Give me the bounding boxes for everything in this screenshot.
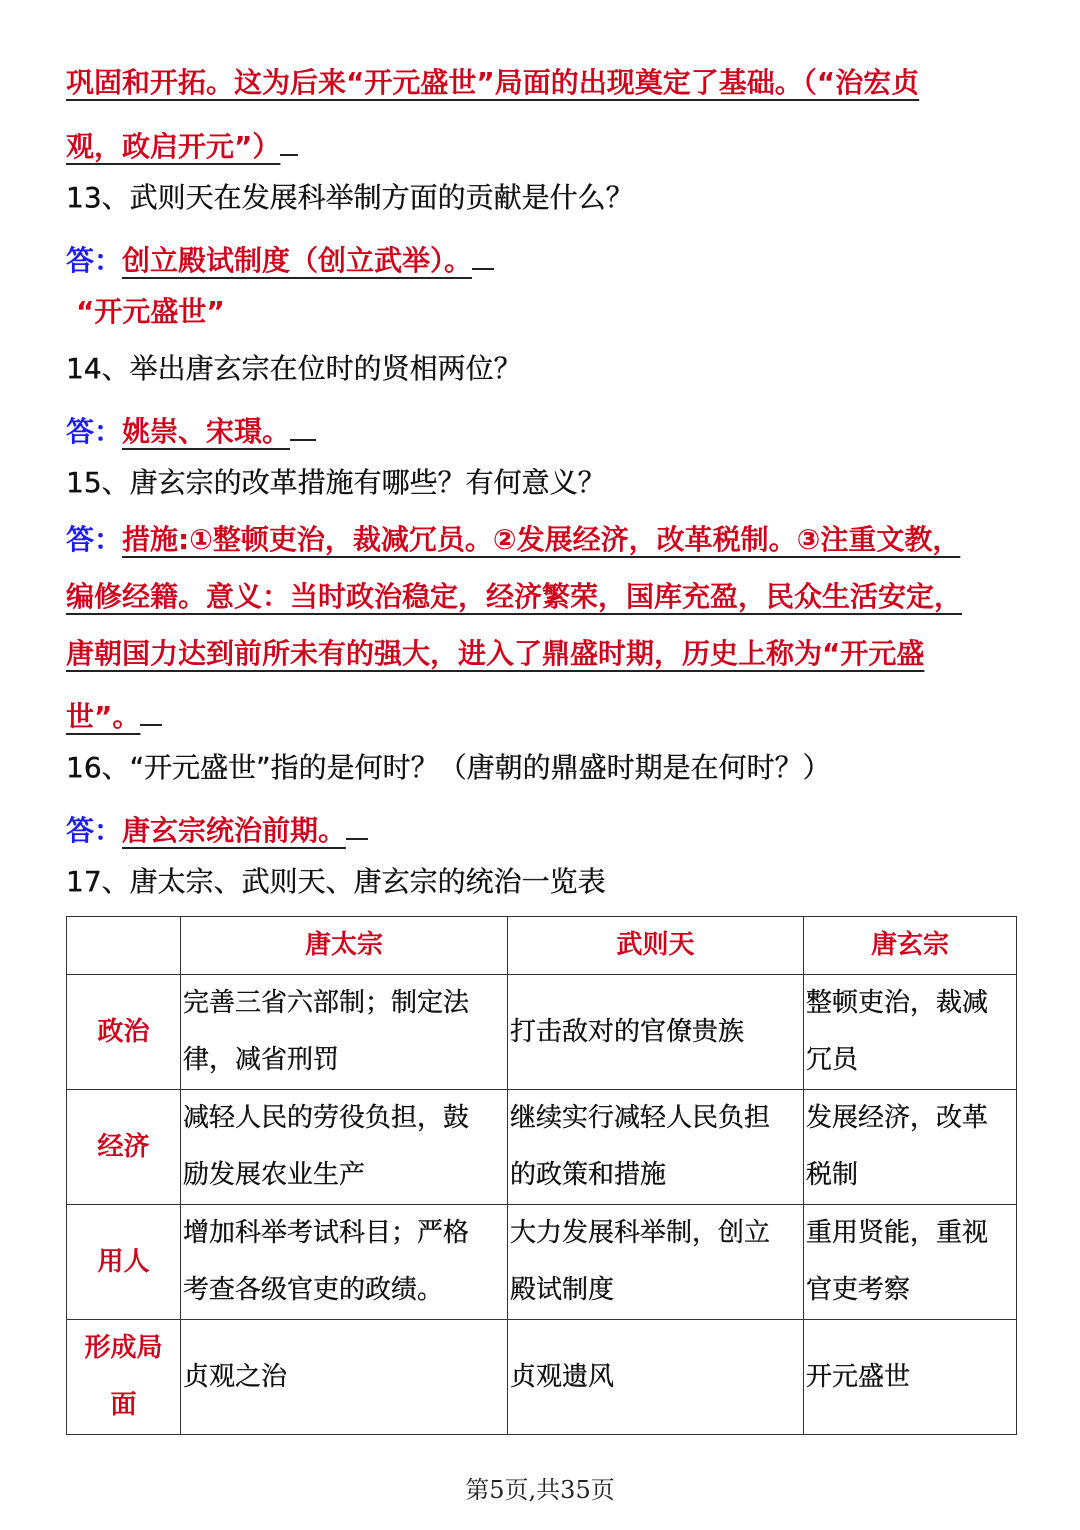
table-header-row [67, 917, 1017, 975]
question-17: 17、唐太宗、武则天、唐玄宗的统治一览表 [66, 865, 606, 898]
table-cell: 减轻人民的劳役负担，鼓 励发展农业生产 [181, 1090, 508, 1205]
header-wuzetian: 武则天 [508, 917, 804, 975]
section-heading: “开元盛世” [76, 295, 225, 328]
header-taizong: 唐太宗 [181, 917, 508, 975]
header-xuanzong: 唐玄宗 [804, 917, 1017, 975]
table-row [67, 1320, 1017, 1435]
table-cell: 贞观遗风 [508, 1320, 804, 1435]
table-cell: 重用贤能，重视 官吏考察 [804, 1205, 1017, 1320]
answer-text: 唐朝国力达到前所未有的强大，进入了鼎盛时期，历史上称为“开元盛 [66, 637, 925, 670]
answer-15-line-1 [66, 523, 960, 557]
row-head-personnel: 用人 [67, 1205, 181, 1320]
answer-text: 创立殿试制度（创立武举）。 [122, 244, 473, 277]
table-cell: 打击敌对的官僚贵族 [508, 975, 804, 1090]
table-cell: 整顿吏治，裁减 冗员 [804, 975, 1017, 1090]
question-16: 16、“开元盛世”指的是何时？（唐朝的鼎盛时期是在何时？） [66, 751, 831, 784]
question-14: 14、举出唐玄宗在位时的贤相两位？ [66, 352, 522, 385]
answer-text: 唐玄宗统治前期。 [122, 814, 347, 847]
answer-text: 编修经籍。意义：当时政治稳定，经济繁荣，国库充盈，民众生活安定， [66, 580, 963, 613]
answer-14 [66, 409, 316, 449]
answer-label: 答： [66, 244, 123, 277]
row-head-outcome: 形成局 面 [67, 1320, 181, 1435]
answer-15-line-3 [66, 637, 924, 671]
answer-text: 措施:①整顿吏治，裁减冗员。②发展经济，改革税制。③注重文教， [122, 523, 961, 556]
table-cell: 开元盛世 [804, 1320, 1017, 1435]
answer-label: 答： [66, 814, 123, 847]
header-empty [67, 917, 181, 975]
answer-15-line-2 [66, 580, 962, 614]
text-line-2 [66, 124, 298, 164]
table-cell: 增加科举考试科目；严格 考查各级官吏的政绩。 [181, 1205, 508, 1320]
table-cell: 贞观之治 [181, 1320, 508, 1435]
answer-16 [66, 808, 368, 848]
table-cell: 继续实行减轻人民负担 的政策和措施 [508, 1090, 804, 1205]
table-cell: 大力发展科举制，创立 殿试制度 [508, 1205, 804, 1320]
continuation-text-end: 观，政启开元”） [66, 130, 281, 163]
page-number: 第5页,共35页 [465, 1476, 615, 1504]
answer-text: 姚崇、宋璟。 [122, 415, 291, 448]
table-row [67, 975, 1017, 1090]
rulers-summary-table [66, 916, 1017, 1435]
table-cell: 发展经济，改革 税制 [804, 1090, 1017, 1205]
answer-text: 世”。 [66, 700, 141, 733]
question-13: 13、武则天在发展科举制方面的贡献是什么？ [66, 181, 634, 214]
answer-13 [66, 238, 494, 278]
table-cell: 完善三省六部制；制定法 律，减省刑罚 [181, 975, 508, 1090]
table-row [67, 1090, 1017, 1205]
question-15: 15、唐玄宗的改革措施有哪些？有何意义？ [66, 466, 606, 499]
row-head-economy: 经济 [67, 1090, 181, 1205]
answer-15-line-4 [66, 694, 162, 734]
row-head-politics: 政治 [67, 975, 181, 1090]
answer-label: 答： [66, 415, 123, 448]
table-row [67, 1205, 1017, 1320]
answer-label: 答： [66, 523, 123, 556]
continuation-text: 巩固和开拓。这为后来“开元盛世”局面的出现奠定了基础。（“治宏贞 [66, 66, 920, 99]
text-line-1 [66, 66, 919, 100]
